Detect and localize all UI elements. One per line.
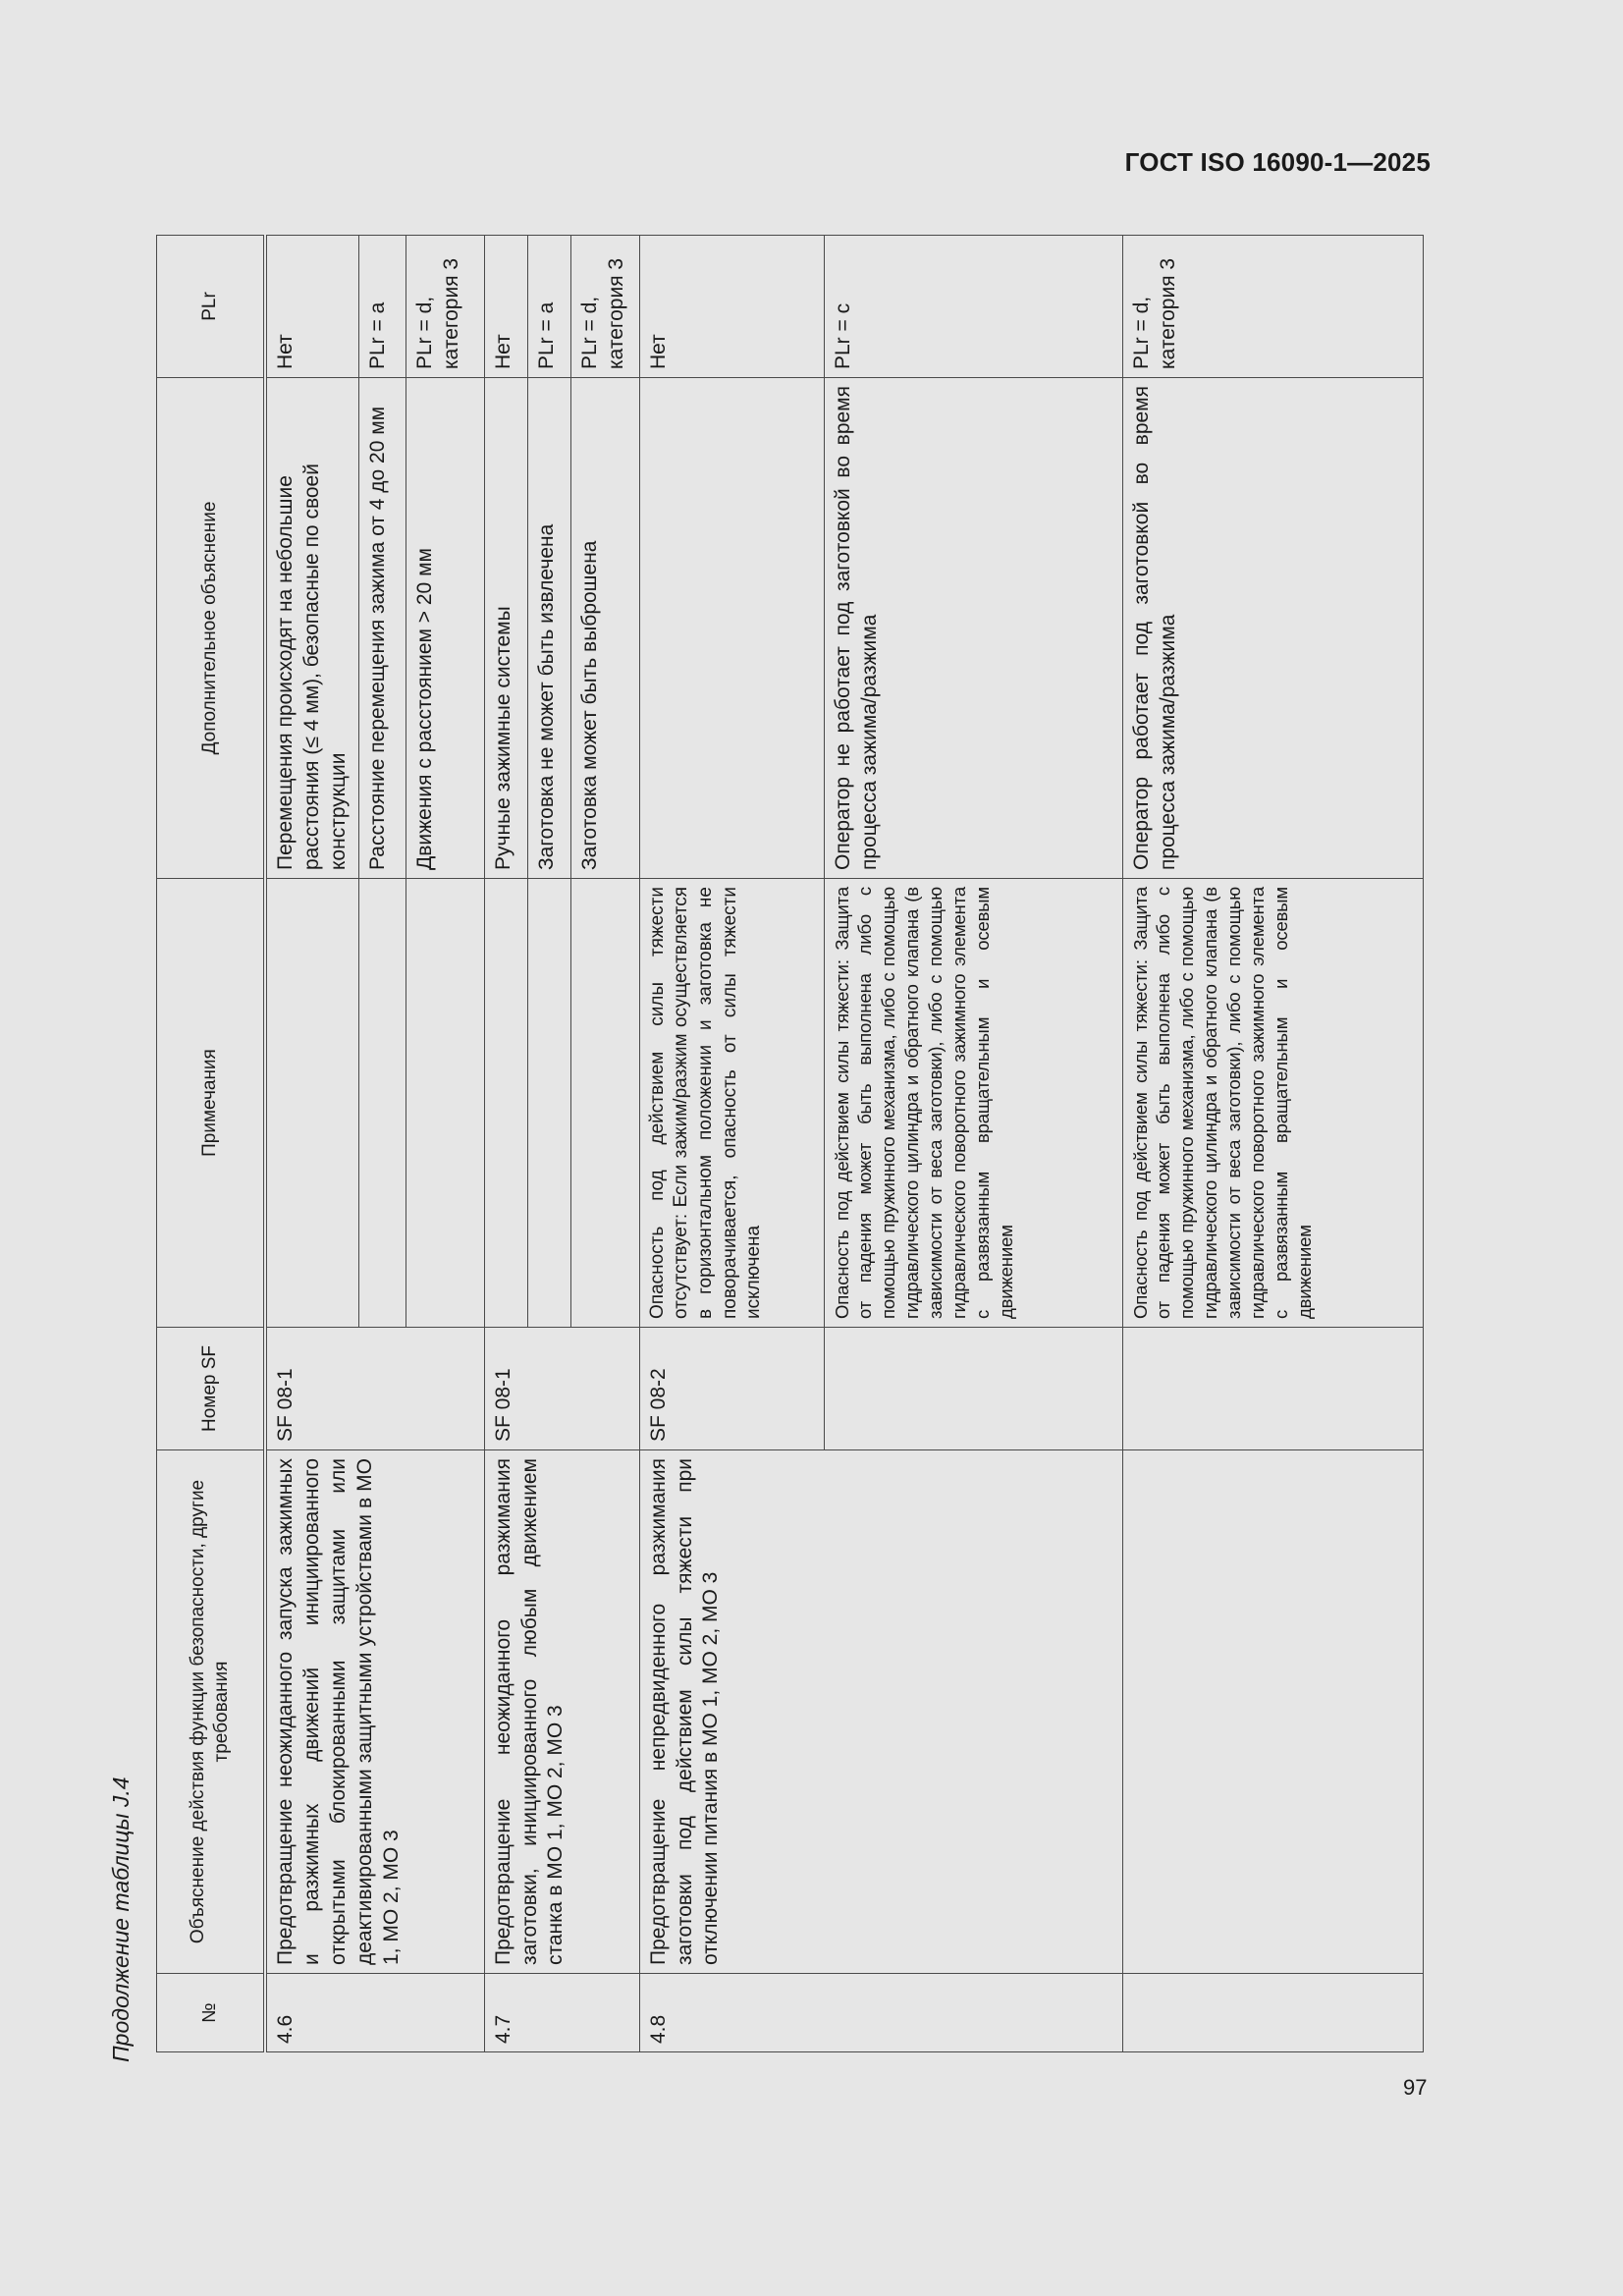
cell-plr: Нет bbox=[265, 236, 358, 378]
cell-note bbox=[358, 879, 406, 1328]
cell-extra-explanation: Перемещения происходят на небольшие расстояния (≤ 4 мм), безопасные по своей конструкции bbox=[265, 378, 358, 879]
table-row bbox=[1122, 236, 1423, 2052]
cell-note bbox=[570, 879, 639, 1328]
cell-note bbox=[406, 879, 484, 1328]
cell-explanation bbox=[1122, 1450, 1423, 1974]
cell-note bbox=[484, 879, 527, 1328]
cell-extra-explanation bbox=[639, 378, 824, 879]
cell-plr: PLr = d, категория 3 bbox=[570, 236, 639, 378]
cell-plr: Нет bbox=[639, 236, 824, 378]
cell-sf-number bbox=[1122, 1328, 1423, 1450]
cell-number: 4.7 bbox=[484, 1974, 639, 2052]
rotated-page-content bbox=[108, 236, 1384, 2062]
cell-explanation: Предотвращение неожиданного запуска зажимных и разжимных движений инициированного открытыми блокированными защитами или деактивированными защитными устройствами в МО 1, МО 2, МО 3 bbox=[265, 1450, 484, 1974]
table-header-row bbox=[157, 236, 266, 2052]
cell-number: 4.6 bbox=[265, 1974, 484, 2052]
cell-note bbox=[265, 879, 358, 1328]
cell-number bbox=[1122, 1974, 1423, 2052]
table-row bbox=[265, 236, 358, 2052]
cell-sf-number: SF 08-2 bbox=[639, 1328, 824, 1450]
document-code: ГОСТ ISO 16090-1—2025 bbox=[1124, 147, 1431, 177]
cell-sf-number: SF 08-1 bbox=[265, 1328, 484, 1450]
cell-plr: PLr = d, категория 3 bbox=[406, 236, 484, 378]
table-row bbox=[639, 236, 824, 2052]
cell-extra-explanation: Расстояние перемещения зажима от 4 до 20 мм bbox=[358, 378, 406, 879]
cell-extra-explanation: Заготовка не может быть извлечена bbox=[527, 378, 570, 879]
cell-sf-number: SF 08-1 bbox=[484, 1328, 639, 1450]
col-header-explanation: Объяснение действия функции безопасности, другие требования bbox=[157, 1450, 266, 1974]
requirements-table bbox=[156, 235, 1424, 2052]
table-row bbox=[484, 236, 527, 2052]
cell-plr: Нет bbox=[484, 236, 527, 378]
cell-plr: PLr = a bbox=[527, 236, 570, 378]
cell-plr: PLr = d, категория 3 bbox=[1122, 236, 1423, 378]
col-header-plr: PLr bbox=[157, 236, 266, 378]
cell-note: Опасность под действием силы тяжести: Защита от падения может быть выполнена либо с помощью пружинного механизма, либо с помощью гидравлического цилиндра и обратного клапана (в зависимости от веса заготовки), либо с помощью гидравлического поворотного зажимного элемента с развязанным вращательным и осевым движением bbox=[824, 879, 1122, 1328]
table-caption: Продолжение таблицы J.4 bbox=[108, 1777, 134, 2062]
cell-extra-explanation: Оператор не работает под заготовкой во время процесса зажима/разжима bbox=[824, 378, 1122, 879]
col-header-sf-number: Номер SF bbox=[157, 1328, 266, 1450]
cell-plr: PLr = a bbox=[358, 236, 406, 378]
cell-extra-explanation: Ручные зажимные системы bbox=[484, 378, 527, 879]
col-header-notes: Примечания bbox=[157, 879, 266, 1328]
page-number: 97 bbox=[1403, 2075, 1428, 2100]
cell-note bbox=[527, 879, 570, 1328]
col-header-extra-explanation: Дополнительное объяснение bbox=[157, 378, 266, 879]
cell-sf-number bbox=[824, 1328, 1122, 1450]
cell-number: 4.8 bbox=[639, 1974, 1122, 2052]
cell-explanation: Предотвращение неожиданного разжимания заготовки, инициированного любым движением станка в МО 1, МО 2, МО 3 bbox=[484, 1450, 639, 1974]
cell-note: Опасность под действием силы тяжести: Защита от падения может быть выполнена либо с помощью пружинного механизма, либо с помощью гидравлического цилиндра и обратного клапана (в зависимости от веса заготовки), либо с помощью гидравлического поворотного зажимного элемента с развязанным вращательным и осевым движением bbox=[1122, 879, 1423, 1328]
cell-explanation: Предотвращение непредвиденного разжимания заготовки под действием силы тяжести при отключении питания в МО 1, МО 2, МО 3 bbox=[639, 1450, 1122, 1974]
cell-extra-explanation: Оператор работает под заготовкой во время процесса зажима/разжима bbox=[1122, 378, 1423, 879]
cell-plr: PLr = c bbox=[824, 236, 1122, 378]
cell-extra-explanation: Движения с расстоянием > 20 мм bbox=[406, 378, 484, 879]
cell-note: Опасность под действием силы тяжести отсутствует: Если зажим/разжим осуществляется в горизонтальном положении и заготовка не поворачивается, опасность от силы тяжести исключена bbox=[639, 879, 824, 1328]
col-header-number: № bbox=[157, 1974, 266, 2052]
cell-extra-explanation: Заготовка может быть выброшена bbox=[570, 378, 639, 879]
